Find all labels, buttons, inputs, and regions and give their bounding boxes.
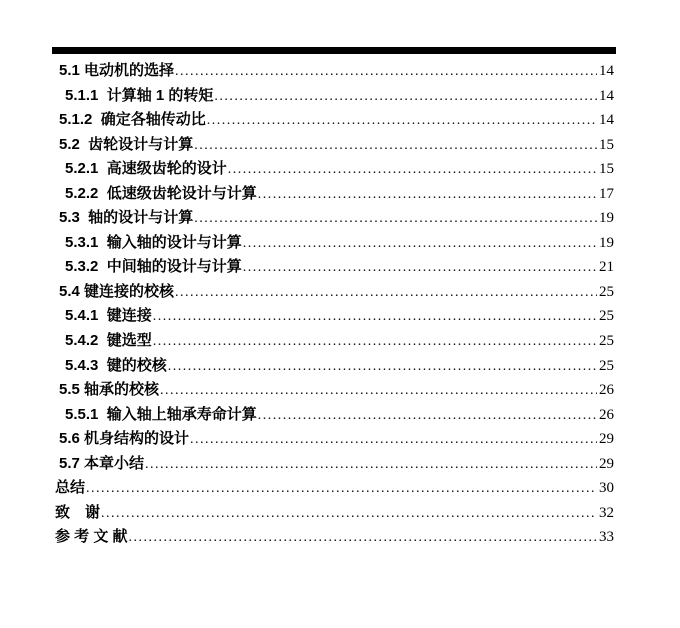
toc-entry[interactable] bbox=[55, 84, 614, 109]
toc-list bbox=[55, 59, 614, 550]
dot-leader bbox=[129, 530, 597, 546]
toc-entry-label: 5.2.2 低速级齿轮设计与计算 bbox=[65, 184, 257, 202]
dot-leader bbox=[194, 138, 597, 154]
toc-entry[interactable] bbox=[55, 157, 614, 182]
toc-entry-label: 5.7 本章小结 bbox=[59, 454, 145, 472]
dot-leader bbox=[101, 506, 597, 522]
toc-entry-label: 5.3.2 中间轴的设计与计算 bbox=[65, 258, 242, 276]
toc-entry-label: 5.5 轴承的校核 bbox=[59, 381, 160, 399]
toc-entry-page: 17 bbox=[599, 185, 614, 202]
toc-entry-label: 参 考 文 献 bbox=[55, 528, 128, 546]
dot-leader bbox=[175, 285, 597, 301]
dot-leader bbox=[153, 334, 597, 350]
toc-entry[interactable] bbox=[55, 354, 614, 379]
toc-entry[interactable] bbox=[55, 255, 614, 280]
toc-entry-page: 33 bbox=[599, 529, 614, 546]
toc-entry[interactable] bbox=[55, 231, 614, 256]
toc-entry-label: 致 谢 bbox=[55, 503, 101, 521]
dot-leader bbox=[258, 408, 597, 424]
toc-entry-label: 5.3 轴的设计与计算 bbox=[59, 209, 194, 227]
toc-entry[interactable] bbox=[55, 304, 614, 329]
toc-entry[interactable] bbox=[55, 403, 614, 428]
toc-entry-label: 5.3.1 输入轴的设计与计算 bbox=[65, 233, 242, 251]
toc-entry[interactable] bbox=[55, 206, 614, 231]
toc-entry[interactable] bbox=[55, 182, 614, 207]
toc-entry[interactable] bbox=[55, 476, 614, 501]
toc-entry-page: 25 bbox=[599, 333, 614, 350]
toc-entry[interactable] bbox=[55, 452, 614, 477]
dot-leader bbox=[153, 309, 597, 325]
toc-entry-label: 5.6 机身结构的设计 bbox=[59, 430, 190, 448]
toc-entry[interactable] bbox=[55, 280, 614, 305]
toc-entry-label: 5.4.1 键连接 bbox=[65, 307, 152, 325]
dot-leader bbox=[160, 383, 597, 399]
toc-entry-page: 19 bbox=[599, 234, 614, 251]
toc-entry[interactable] bbox=[55, 501, 614, 526]
toc-entry-page: 26 bbox=[599, 382, 614, 399]
toc-entry[interactable] bbox=[55, 525, 614, 550]
toc-entry-page: 15 bbox=[599, 161, 614, 178]
toc-entry-page: 25 bbox=[599, 357, 614, 374]
toc-entry-label: 5.1.1 计算轴 1 的转矩 bbox=[65, 86, 214, 104]
toc-entry-page: 32 bbox=[599, 504, 614, 521]
toc-entry-page: 29 bbox=[599, 431, 614, 448]
toc-entry[interactable] bbox=[55, 133, 614, 158]
toc-entry-page: 15 bbox=[599, 136, 614, 153]
dot-leader bbox=[168, 359, 597, 375]
dot-leader bbox=[194, 211, 597, 227]
dot-leader bbox=[243, 260, 597, 276]
toc-entry[interactable] bbox=[55, 378, 614, 403]
toc-entry-page: 14 bbox=[599, 63, 614, 79]
toc-entry-label: 5.1 电动机的选择 bbox=[59, 62, 175, 79]
toc-entry-label: 5.2.1 高速级齿轮的设计 bbox=[65, 160, 227, 178]
toc-entry-page: 29 bbox=[599, 455, 614, 472]
dot-leader bbox=[243, 236, 597, 252]
toc-entry-page: 21 bbox=[599, 259, 614, 276]
toc-entry-page: 26 bbox=[599, 406, 614, 423]
dot-leader bbox=[207, 113, 597, 129]
dot-leader bbox=[86, 481, 597, 497]
toc-entry-page: 25 bbox=[599, 283, 614, 300]
dot-leader bbox=[258, 187, 597, 203]
dot-leader bbox=[145, 457, 597, 473]
dot-leader bbox=[190, 432, 597, 448]
top-rule bbox=[52, 47, 616, 54]
toc-entry[interactable] bbox=[55, 427, 614, 452]
toc-entry-label: 5.4.3 键的校核 bbox=[65, 356, 167, 374]
toc-entry-page: 19 bbox=[599, 210, 614, 227]
toc-entry-page: 25 bbox=[599, 308, 614, 325]
toc-entry[interactable] bbox=[55, 108, 614, 133]
toc-entry-page: 14 bbox=[599, 87, 614, 104]
toc-entry-label: 总结 bbox=[55, 479, 86, 497]
toc-entry[interactable] bbox=[55, 329, 614, 354]
toc-entry[interactable] bbox=[55, 59, 614, 84]
dot-leader bbox=[228, 162, 597, 178]
toc-entry-label: 5.2 齿轮设计与计算 bbox=[59, 135, 194, 153]
dot-leader bbox=[175, 64, 597, 80]
toc-entry-page: 30 bbox=[599, 480, 614, 497]
toc-entry-label: 5.5.1 输入轴上轴承寿命计算 bbox=[65, 405, 257, 423]
toc-entry-label: 5.4.2 键选型 bbox=[65, 332, 152, 350]
toc-entry-label: 5.1.2 确定各轴传动比 bbox=[59, 111, 206, 129]
toc-entry-label: 5.4 键连接的校核 bbox=[59, 282, 175, 300]
dot-leader bbox=[214, 89, 597, 105]
toc-entry-page: 14 bbox=[599, 112, 614, 129]
